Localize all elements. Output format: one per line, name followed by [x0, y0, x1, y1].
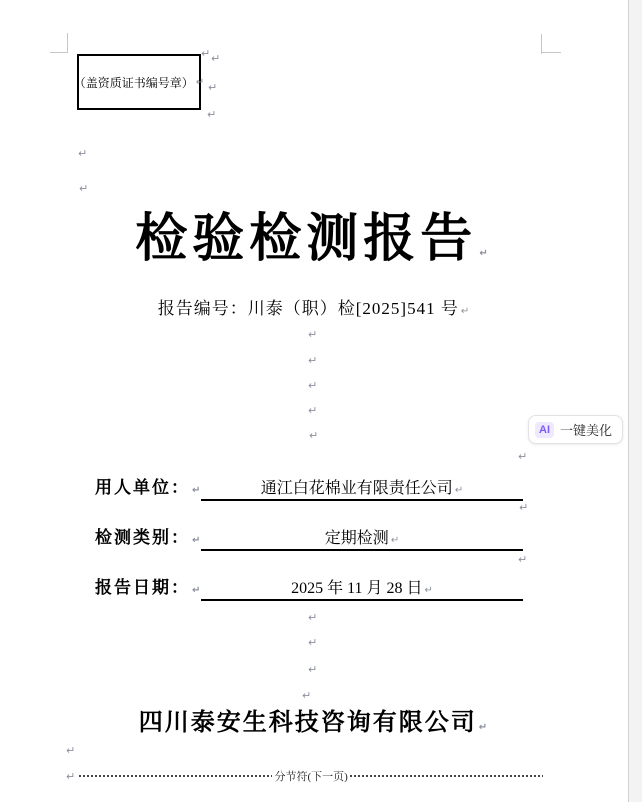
- section-break-label: 分节符(下一页): [274, 771, 348, 783]
- page-title: [0, 196, 628, 271]
- paragraph-mark-icon: ↵: [195, 76, 205, 88]
- field-value-underline: [201, 475, 523, 501]
- paragraph-mark-icon: ↵: [211, 52, 221, 65]
- field-value-text: 2025 年 11 月 28 日: [291, 580, 423, 597]
- paragraph-mark-icon: ↵: [518, 450, 528, 463]
- top-left-margin-mark: [50, 52, 68, 53]
- ai-badge: AI: [535, 422, 554, 438]
- field-row-report-date: [95, 570, 525, 598]
- paragraph-mark-icon: ↵: [208, 81, 218, 94]
- field-label-text: 报告日期：: [95, 578, 190, 597]
- paragraph-mark-icon: ↵: [518, 553, 528, 566]
- paragraph-mark-icon: ↵: [192, 585, 203, 596]
- paragraph-mark-icon: ↵: [308, 404, 318, 417]
- section-break-dots: [350, 775, 543, 777]
- top-right-margin-mark: [541, 52, 561, 53]
- paragraph-mark-icon: ↵: [519, 501, 529, 514]
- paragraph-mark-icon: ↵: [78, 147, 88, 160]
- field-label: [95, 473, 202, 498]
- paragraph-mark-icon: ↵: [390, 535, 400, 546]
- field-row-employer: [95, 470, 525, 498]
- paragraph-mark-icon: ↵: [308, 354, 318, 367]
- paragraph-mark-icon: ↵: [454, 485, 464, 496]
- scrollbar-track[interactable]: [628, 0, 642, 802]
- page-title-text: 检验检测报告: [135, 211, 478, 268]
- company-name-text: 四川泰安生科技咨询有限公司: [138, 710, 477, 736]
- stamp-box-text: （盖资质证书编号章）: [73, 75, 194, 90]
- paragraph-mark-icon: ↵: [478, 722, 490, 733]
- field-value-underline: [201, 525, 523, 551]
- report-number-text: 报告编号：川泰（职）检[2025]541 号: [157, 299, 459, 318]
- stamp-box: [73, 54, 205, 110]
- top-right-margin-mark: [541, 34, 542, 54]
- paragraph-mark-icon: ↵: [201, 47, 211, 60]
- paragraph-mark-icon: ↵: [424, 585, 433, 596]
- field-value-underline: [201, 575, 523, 601]
- paragraph-mark-icon: ↵: [460, 306, 471, 317]
- paragraph-mark-icon: ↵: [308, 636, 318, 649]
- field-label-text: 用人单位：: [95, 478, 190, 497]
- field-value-text: 定期检测: [324, 530, 389, 547]
- field-label: [95, 523, 202, 548]
- field-label-text: 检测类别：: [95, 528, 190, 547]
- paragraph-mark-icon: ↵: [66, 744, 76, 757]
- paragraph-mark-icon: ↵: [207, 108, 217, 121]
- paragraph-mark-icon: ↵: [192, 485, 203, 496]
- paragraph-mark-icon: ↵: [308, 663, 318, 676]
- paragraph-mark-icon: ↵: [302, 689, 312, 702]
- paragraph-mark-icon: ↵: [309, 429, 319, 442]
- paragraph-mark-icon: ↵: [308, 611, 318, 624]
- field-value-text: 通江白花棉业有限责任公司: [260, 480, 453, 497]
- paragraph-mark-icon: ↵: [308, 328, 318, 341]
- report-number-line: [0, 294, 628, 319]
- paragraph-mark-icon: ↵: [192, 535, 203, 546]
- ai-beautify-label: 一键美化: [560, 423, 613, 438]
- section-break-dots: [79, 775, 272, 777]
- field-label: [95, 573, 202, 598]
- paragraph-mark-icon: ↵: [308, 379, 318, 392]
- paragraph-mark-icon: ↵: [66, 769, 76, 783]
- field-row-test-category: [95, 520, 525, 548]
- paragraph-mark-icon: ↵: [479, 248, 493, 259]
- ai-beautify-button[interactable]: [528, 415, 623, 444]
- top-left-margin-mark: [67, 33, 68, 53]
- paragraph-mark-icon: ↵: [79, 182, 89, 195]
- company-name: [0, 702, 628, 737]
- section-break-marker: [66, 768, 544, 784]
